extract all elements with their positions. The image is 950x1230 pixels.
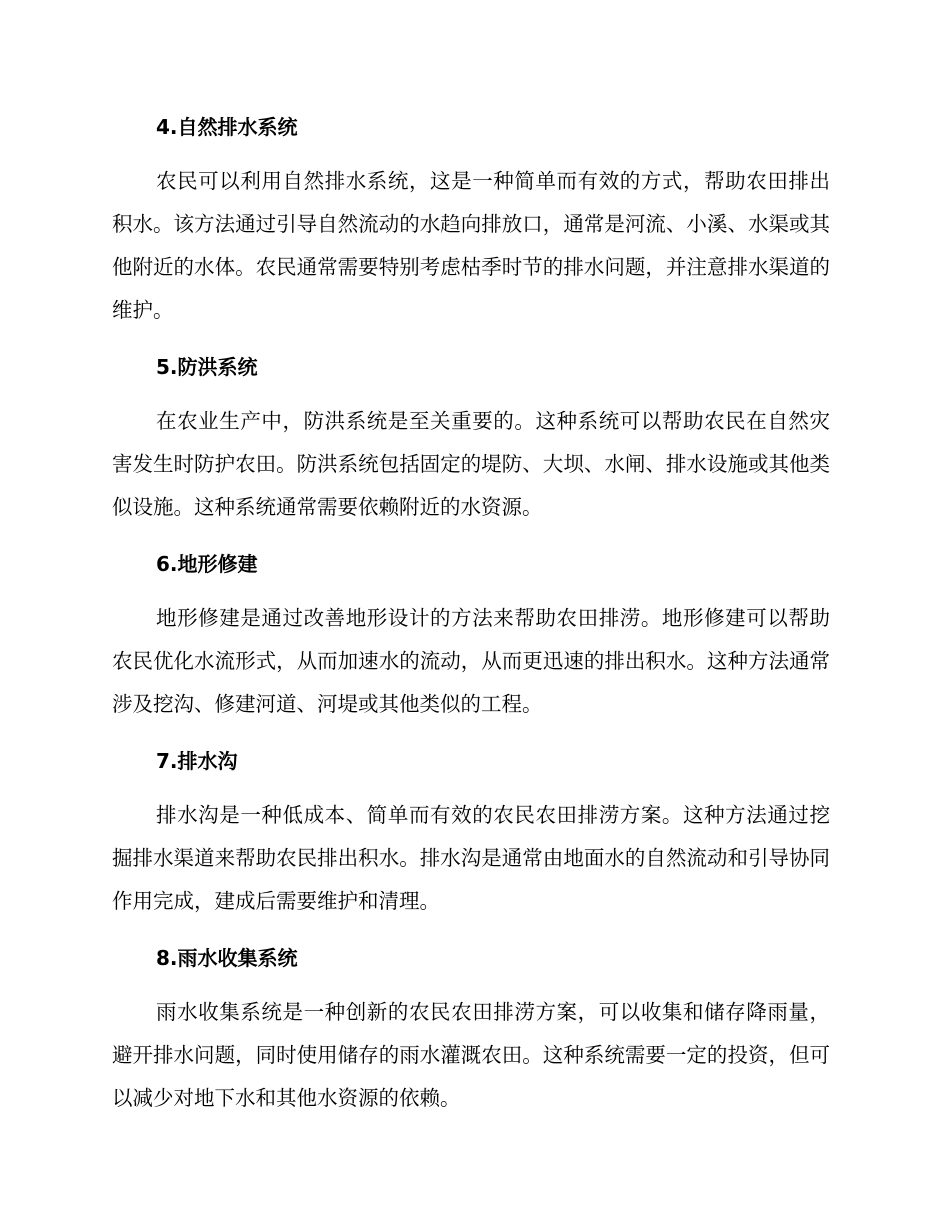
section-heading: 4.自然排水系统 [156,115,298,139]
section-natural-drainage [112,108,830,332]
section-paragraph: 排水沟是一种低成本、简单而有效的农民农田排涝方案。这种方法通过挖掘排水渠道来帮助农民排出积水。排水沟是通常由地面水的自然流动和引导协同作用完成，建成后需要维护和清理。 [112,803,830,913]
section-terrain-construction [112,545,830,726]
section-drainage-ditch [112,742,830,923]
document-body [112,108,830,1136]
section-heading: 5.防洪系统 [156,355,258,379]
section-rainwater-harvesting [112,939,830,1120]
section-paragraph: 农民可以利用自然排水系统，这是一种简单而有效的方式，帮助农田排出积水。该方法通过引导自然流动的水趋向排放口，通常是河流、小溪、水渠或其他附近的水体。农民通常需要特别考虑枯季时节的排水问题，并注意排水渠道的维护。 [112,169,830,322]
section-paragraph: 地形修建是通过改善地形设计的方法来帮助农田排涝。地形修建可以帮助农民优化水流形式，从而加速水的流动，从而更迅速的排出积水。这种方法通常涉及挖沟、修建河道、河堤或其他类似的工程。 [112,606,830,716]
section-paragraph: 在农业生产中，防洪系统是至关重要的。这种系统可以帮助农民在自然灾害发生时防护农田。防洪系统包括固定的堤防、大坝、水闸、排水设施或其他类似设施。这种系统通常需要依赖附近的水资源。 [112,409,830,519]
section-heading: 8.雨水收集系统 [156,946,298,970]
section-flood-control [112,348,830,529]
section-heading: 7.排水沟 [156,749,238,773]
section-heading: 6.地形修建 [156,552,258,576]
section-paragraph: 雨水收集系统是一种创新的农民农田排涝方案，可以收集和储存降雨量，避开排水问题，同时使用储存的雨水灌溉农田。这种系统需要一定的投资，但可以减少对地下水和其他水资源的依赖。 [112,1000,830,1110]
